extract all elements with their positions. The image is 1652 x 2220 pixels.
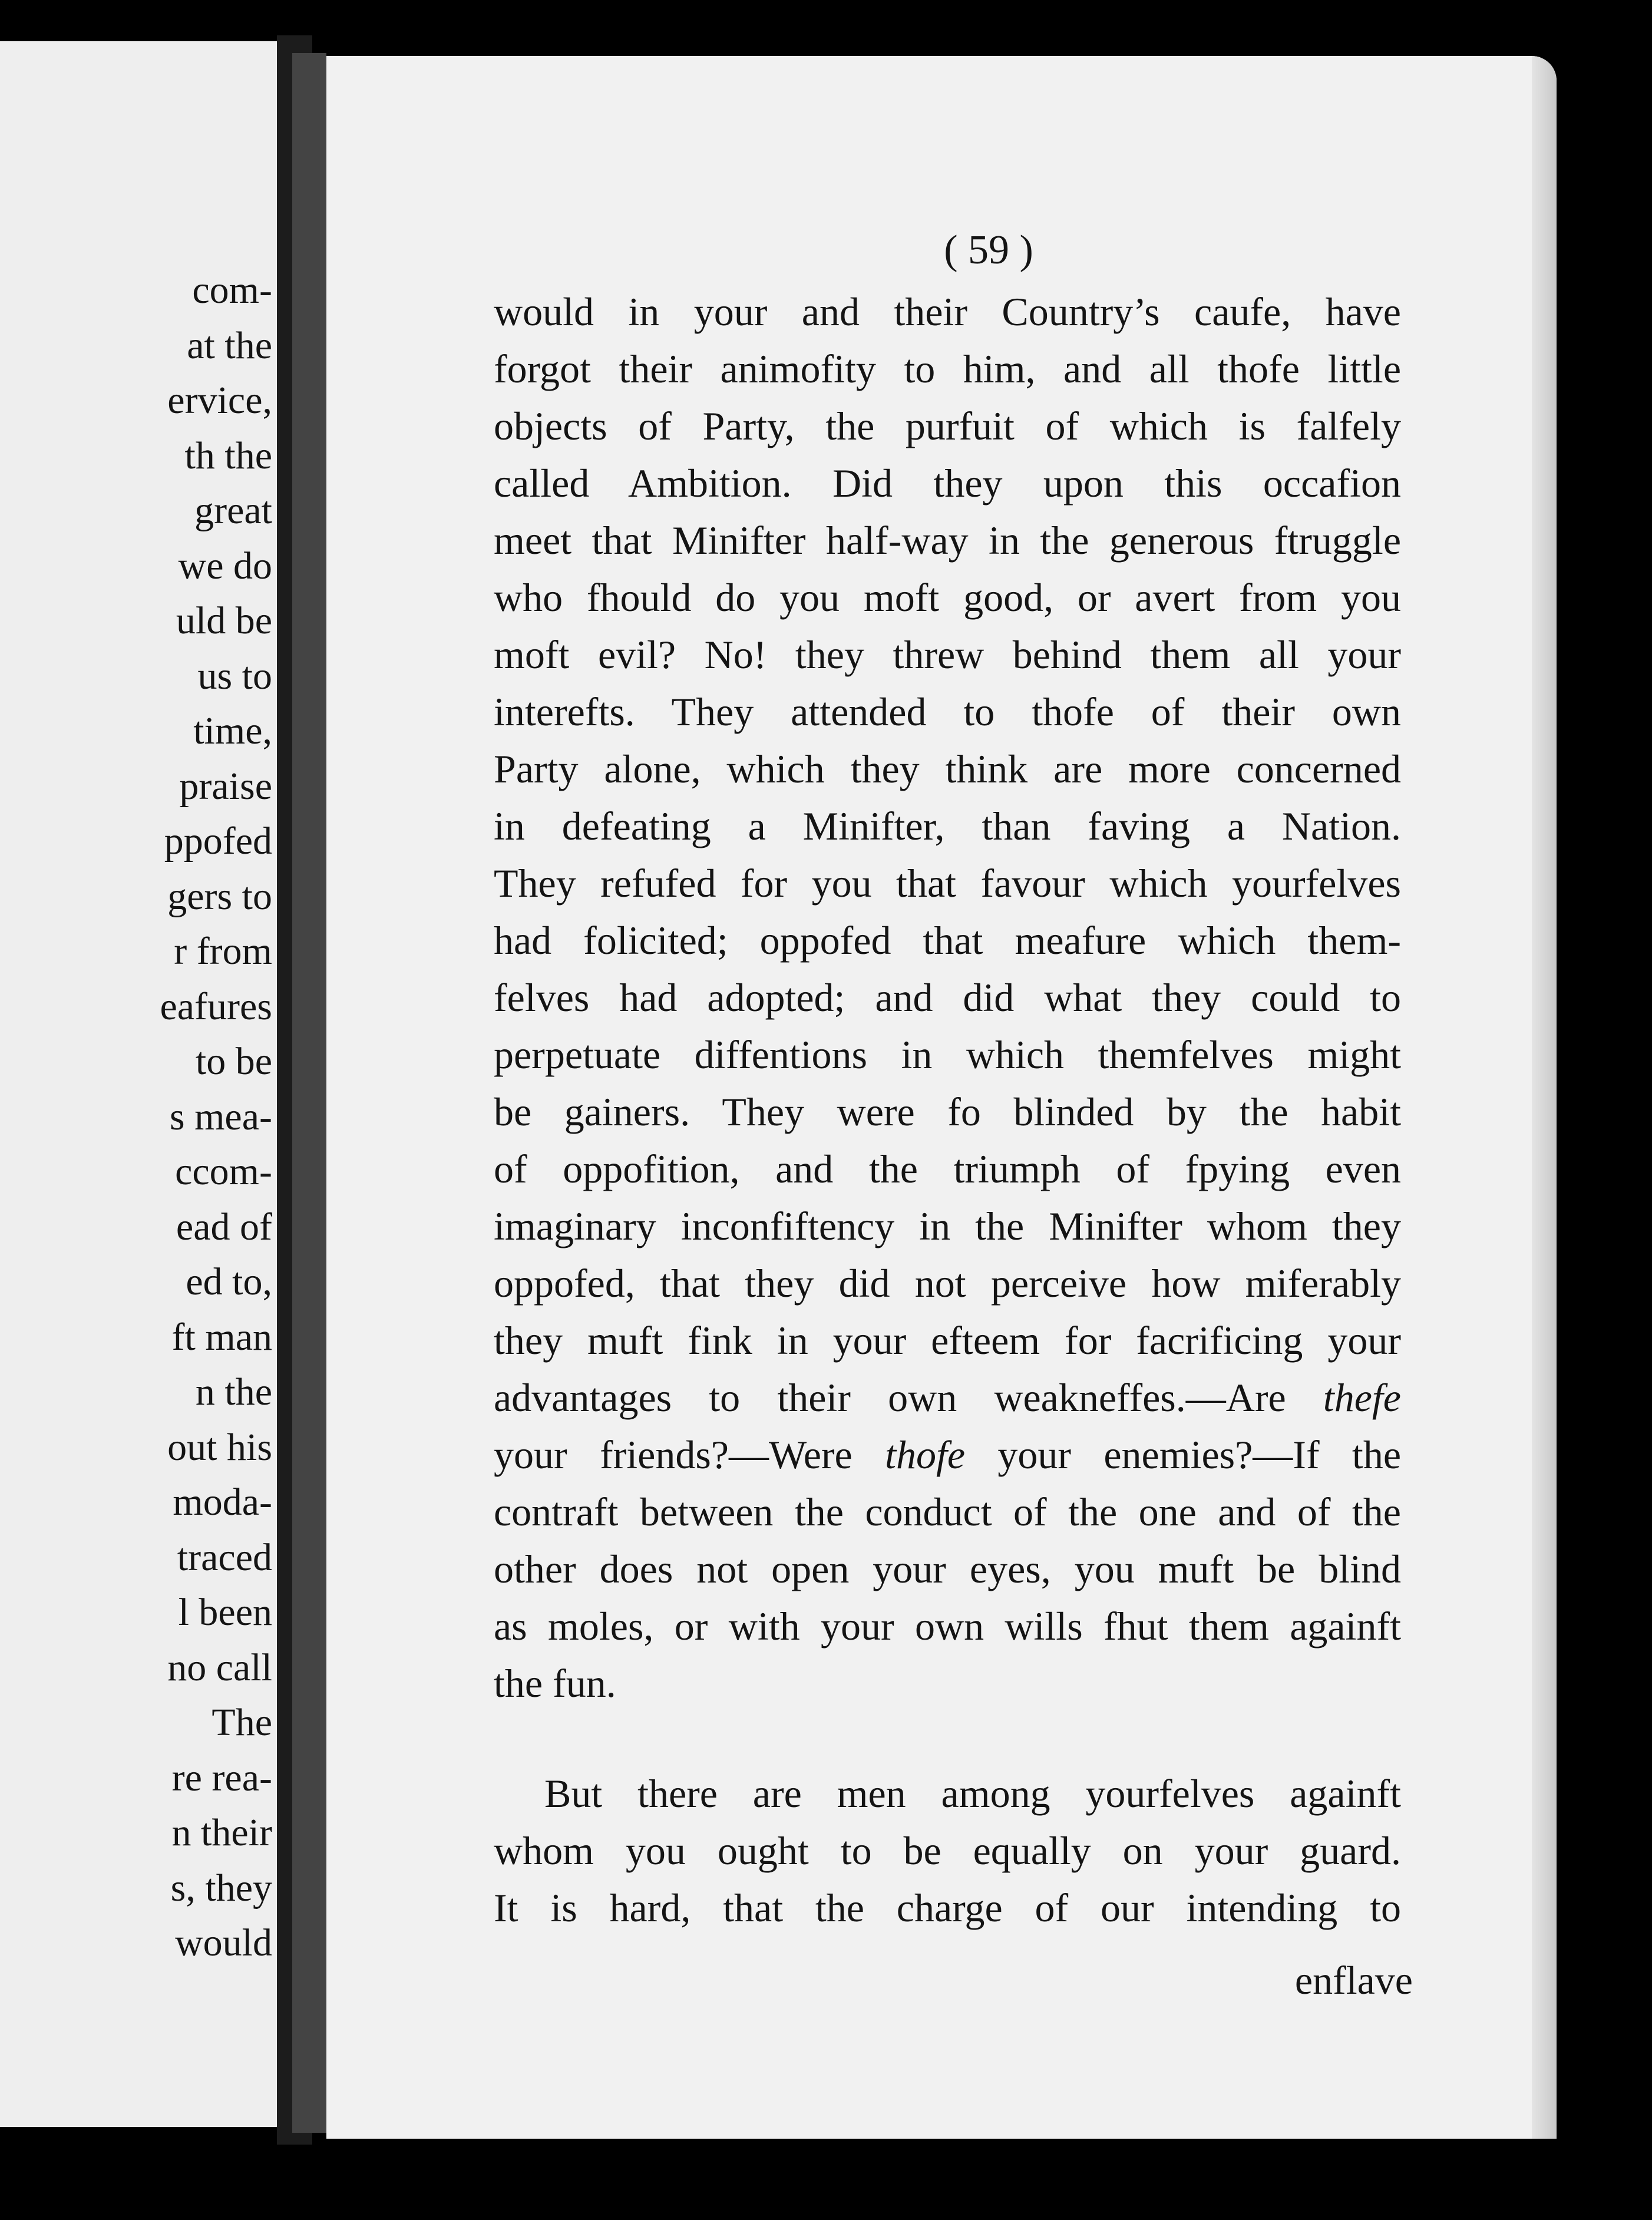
left-page-line: n the: [195, 1370, 272, 1413]
left-page-line: The: [212, 1701, 272, 1744]
body-line: felves had adopted; and did what they could to: [494, 975, 1401, 1020]
body-line: of oppofition, and the triumph of fpying even: [494, 1147, 1401, 1191]
left-page-line: com-: [192, 269, 272, 312]
body-line: be gainers. They were fo blinded by the habit: [494, 1089, 1401, 1134]
catchword: enflave: [1294, 1958, 1413, 2003]
body-line: contraft between the conduct of the one and of the: [494, 1489, 1401, 1534]
left-page-line: eafures: [160, 985, 272, 1028]
body-line: forgot their animofity to him, and all thofe little: [494, 346, 1401, 391]
left-page-line: ed to,: [186, 1260, 272, 1303]
left-page-line: moda-: [173, 1481, 272, 1524]
left-page-line: praise: [179, 764, 272, 808]
left-page-line: uld be: [176, 599, 272, 642]
italic-word: thefe: [1323, 1375, 1401, 1420]
body-line: would in your and their Country’s caufe, have: [494, 289, 1401, 334]
italic-word: thofe: [885, 1432, 966, 1477]
left-page-line: ppofed: [164, 820, 272, 863]
body-line-text: your enemies?—If the: [997, 1432, 1401, 1477]
left-page-line: s, they: [170, 1866, 272, 1910]
body-line: meet that Minifter half-way in the generous ftruggle: [494, 518, 1401, 563]
page-number: ( 59 ): [944, 227, 1033, 273]
left-page-line: us to: [197, 654, 272, 698]
body-line: as moles, or with your own wills fhut them againft: [494, 1604, 1401, 1649]
left-page-line: traced: [177, 1535, 272, 1579]
body-line: the fun.: [494, 1661, 616, 1706]
body-line: other does not open your eyes, you muft be blind: [494, 1547, 1401, 1591]
body-line: They refufed for you that favour which yourfelves: [494, 861, 1401, 906]
left-page-line: n their: [171, 1811, 272, 1854]
body-line: who fhould do you moft good, or avert from you: [494, 575, 1401, 620]
body-line: But there are men among yourfelves againft: [544, 1771, 1401, 1816]
left-page-line: great: [194, 489, 272, 532]
left-page-line: ccom-: [175, 1150, 272, 1193]
left-page-line: gers to: [167, 874, 272, 918]
left-page-line: r from: [174, 930, 272, 973]
left-facing-page: [0, 41, 277, 2127]
page-gutter-edge: [292, 53, 326, 2133]
left-page-line: ft man: [171, 1315, 272, 1359]
page-right-edge: [1532, 56, 1557, 2139]
left-page-line: time,: [193, 709, 272, 752]
body-line: whom you ought to be equally on your guard.: [494, 1828, 1401, 1873]
body-line: [494, 1377, 1401, 1418]
body-line: Party alone, which they think are more concerned: [494, 746, 1401, 791]
body-line: imaginary inconfiftency in the Minifter whom they: [494, 1204, 1401, 1248]
body-line-text: your friends?—Were: [494, 1432, 853, 1477]
body-line: in defeating a Minifter, than faving a Nation.: [494, 804, 1401, 848]
body-line: moft evil? No! they threw behind them all your: [494, 632, 1401, 677]
body-line-text: advantages to their own weakneffes.—Are: [494, 1375, 1286, 1420]
body-line: oppofed, that they did not perceive how miferably: [494, 1261, 1401, 1306]
left-page-line: l been: [178, 1591, 272, 1634]
left-page-line: th the: [184, 434, 272, 477]
left-page-line: out his: [167, 1425, 272, 1469]
body-line: had folicited; oppofed that meafure which them-: [494, 918, 1401, 963]
body-line: It is hard, that the charge of our intending to: [494, 1885, 1401, 1930]
body-line: [494, 1432, 1401, 1477]
left-page-line: ervice,: [167, 379, 272, 422]
body-line: objects of Party, the purfuit of which is falfely: [494, 404, 1401, 448]
left-page-line: to be: [195, 1040, 272, 1083]
right-page: [326, 56, 1557, 2139]
body-line: interefts. They attended to thofe of their own: [494, 689, 1401, 734]
left-page-line: no call: [167, 1646, 272, 1689]
body-line: called Ambition. Did they upon this occafion: [494, 461, 1401, 506]
left-page-line: would: [175, 1921, 272, 1964]
left-page-line: s mea-: [169, 1095, 272, 1138]
left-page-line: we do: [178, 544, 272, 587]
body-line: they muft fink in your efteem for facrificing your: [494, 1318, 1401, 1363]
body-line: perpetuate diffentions in which themfelves might: [494, 1032, 1401, 1077]
left-page-line: ead of: [176, 1205, 272, 1248]
left-page-line: at the: [187, 323, 272, 367]
left-page-line: re rea-: [171, 1756, 272, 1799]
